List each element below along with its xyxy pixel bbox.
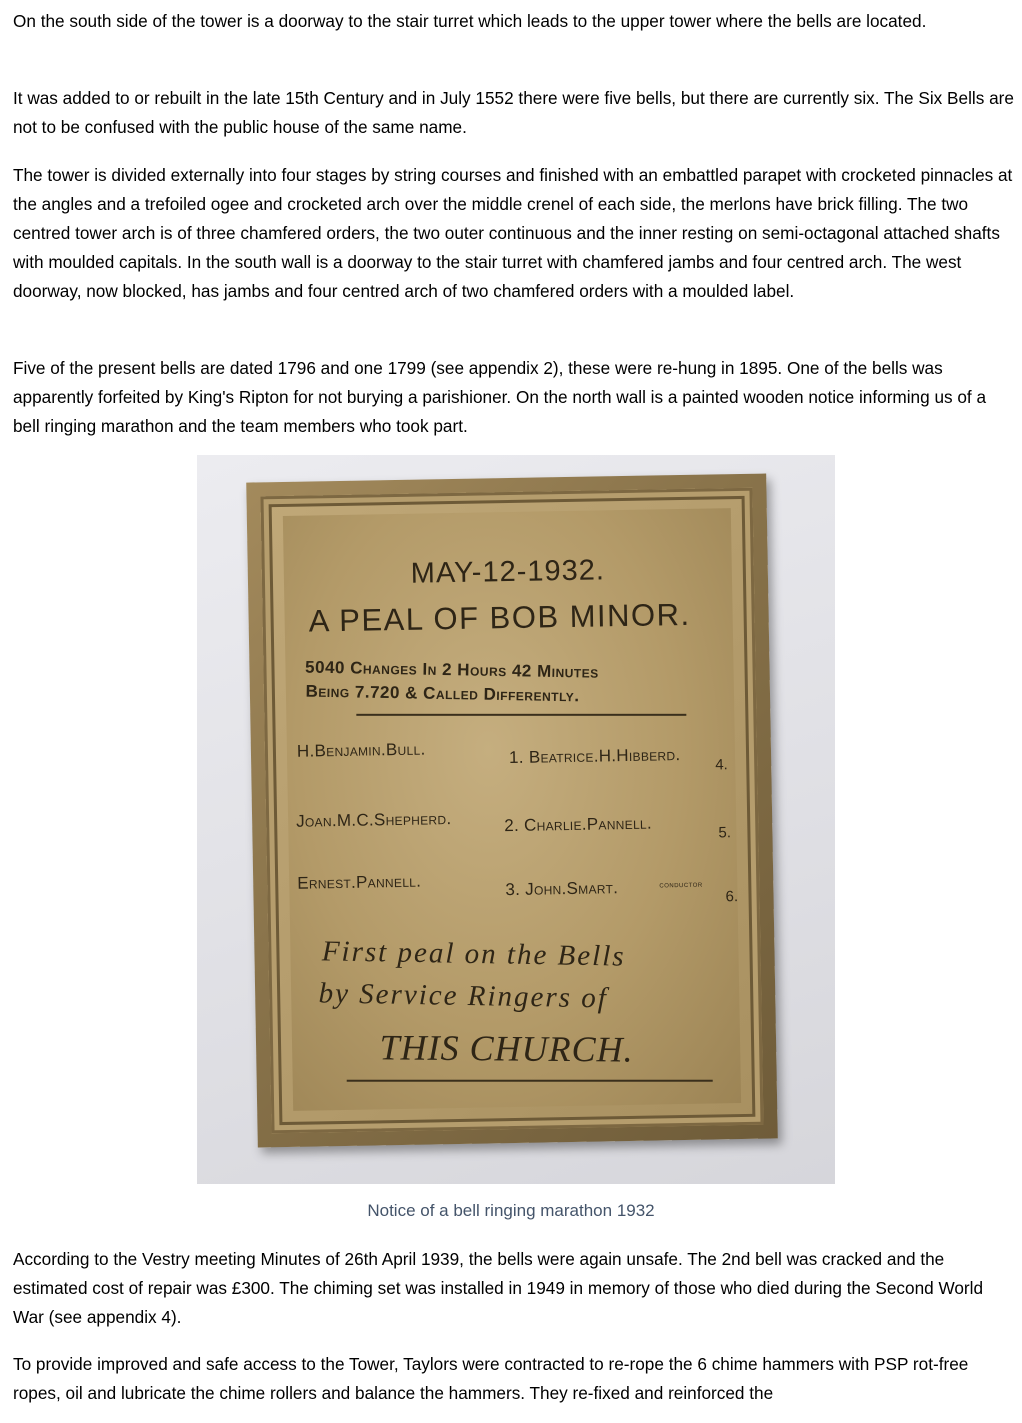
paragraph-stair-turret: On the south side of the tower is a doorway to the stair turret which leads to the upper tower where the bells are located. <box>13 11 927 31</box>
ringer-number: 4. <box>715 756 728 774</box>
paragraph-tower-access: To provide improved and safe access to the Tower, Taylors were contracted to re-rope the 6 chime hammers with PSP rot-free ropes, oil and lubricate the chime rollers and balance the hammers. They re-fixed and reinforced the <box>13 1354 969 1403</box>
ringer-name: 2. Charlie.Pannell. <box>504 813 653 836</box>
plaque-divider-bottom <box>347 1080 713 1082</box>
plaque-photo <box>197 455 835 1184</box>
ringer-name: H.Benjamin.Bull. <box>296 739 426 761</box>
paragraph-bells-history: It was added to or rebuilt in the late 15th Century and in July 1552 there were five bells, but there are currently six. The Six Bells are not to be confused with the public house of the same name. <box>13 88 1014 137</box>
ringer-number: 6. <box>725 888 739 906</box>
plaque-footer-line3: THIS CHURCH. <box>379 1027 634 1070</box>
paragraph-tower-description: The tower is divided externally into four stages by string courses and finished with an embattled parapet with crocketed pinnacles at the angles and a trefoiled ogee and crocketed arch over the middle crenel of each side, the merlons have brick filling. The two centred tower arch is of three chamfered orders, the two outer continuous and the inner resting on semi-octagonal attached shafts with moulded capitals. In the south wall is a doorway to the stair turret with chamfered jambs and four centred arch. The west doorway, now blocked, has jambs and four centred arch of two chamfered orders with a moulded label. <box>13 165 1013 301</box>
plaque-called-line: Being 7.720 & Called Differently. <box>305 681 580 706</box>
ringer-name: Ernest.Pannell. <box>297 871 422 893</box>
plaque-title: A PEAL OF BOB MINOR. <box>308 596 691 639</box>
plaque-divider-top <box>356 714 686 716</box>
image-caption: Notice of a bell ringing marathon 1932 <box>367 1201 655 1220</box>
ringer-name: Joan.M.C.Shepherd. <box>295 809 452 831</box>
plaque-frame-inner <box>260 488 763 1133</box>
plaque-frame <box>246 474 778 1148</box>
plaque-footer-line2: by Service Ringers of <box>318 977 609 1015</box>
plaque-footer-line1: First peal on the Bells <box>321 935 626 973</box>
plaque-changes-line: 5040 Changes In 2 Hours 42 Minutes <box>304 657 599 682</box>
ringer-name: 1. Beatrice.H.Hibberd. <box>508 745 681 768</box>
ringer-name: 3. John.Smart. <box>505 878 619 900</box>
paragraph-present-bells: Five of the present bells are dated 1796 and one 1799 (see appendix 2), these were re-hung in 1895. One of the bells was apparently forfeited by King's Ripton for not burying a parishioner. On the north wall is a painted wooden notice informing us of a bell ringing marathon and the team members who took part. <box>13 358 987 436</box>
ringer-number: 5. <box>718 824 732 842</box>
conductor-label: CONDUCTOR <box>659 882 703 890</box>
plaque-date: MAY-12-1932. <box>410 554 606 590</box>
plaque-board <box>283 508 741 1111</box>
paragraph-vestry-minutes: According to the Vestry meeting Minutes of 26th April 1939, the bells were again unsafe. The 2nd bell was cracked and the estimated cost of repair was £300. The chiming set was installed in 1949 in memory of those who died during the Second World War (see appendix 4). <box>13 1249 984 1327</box>
